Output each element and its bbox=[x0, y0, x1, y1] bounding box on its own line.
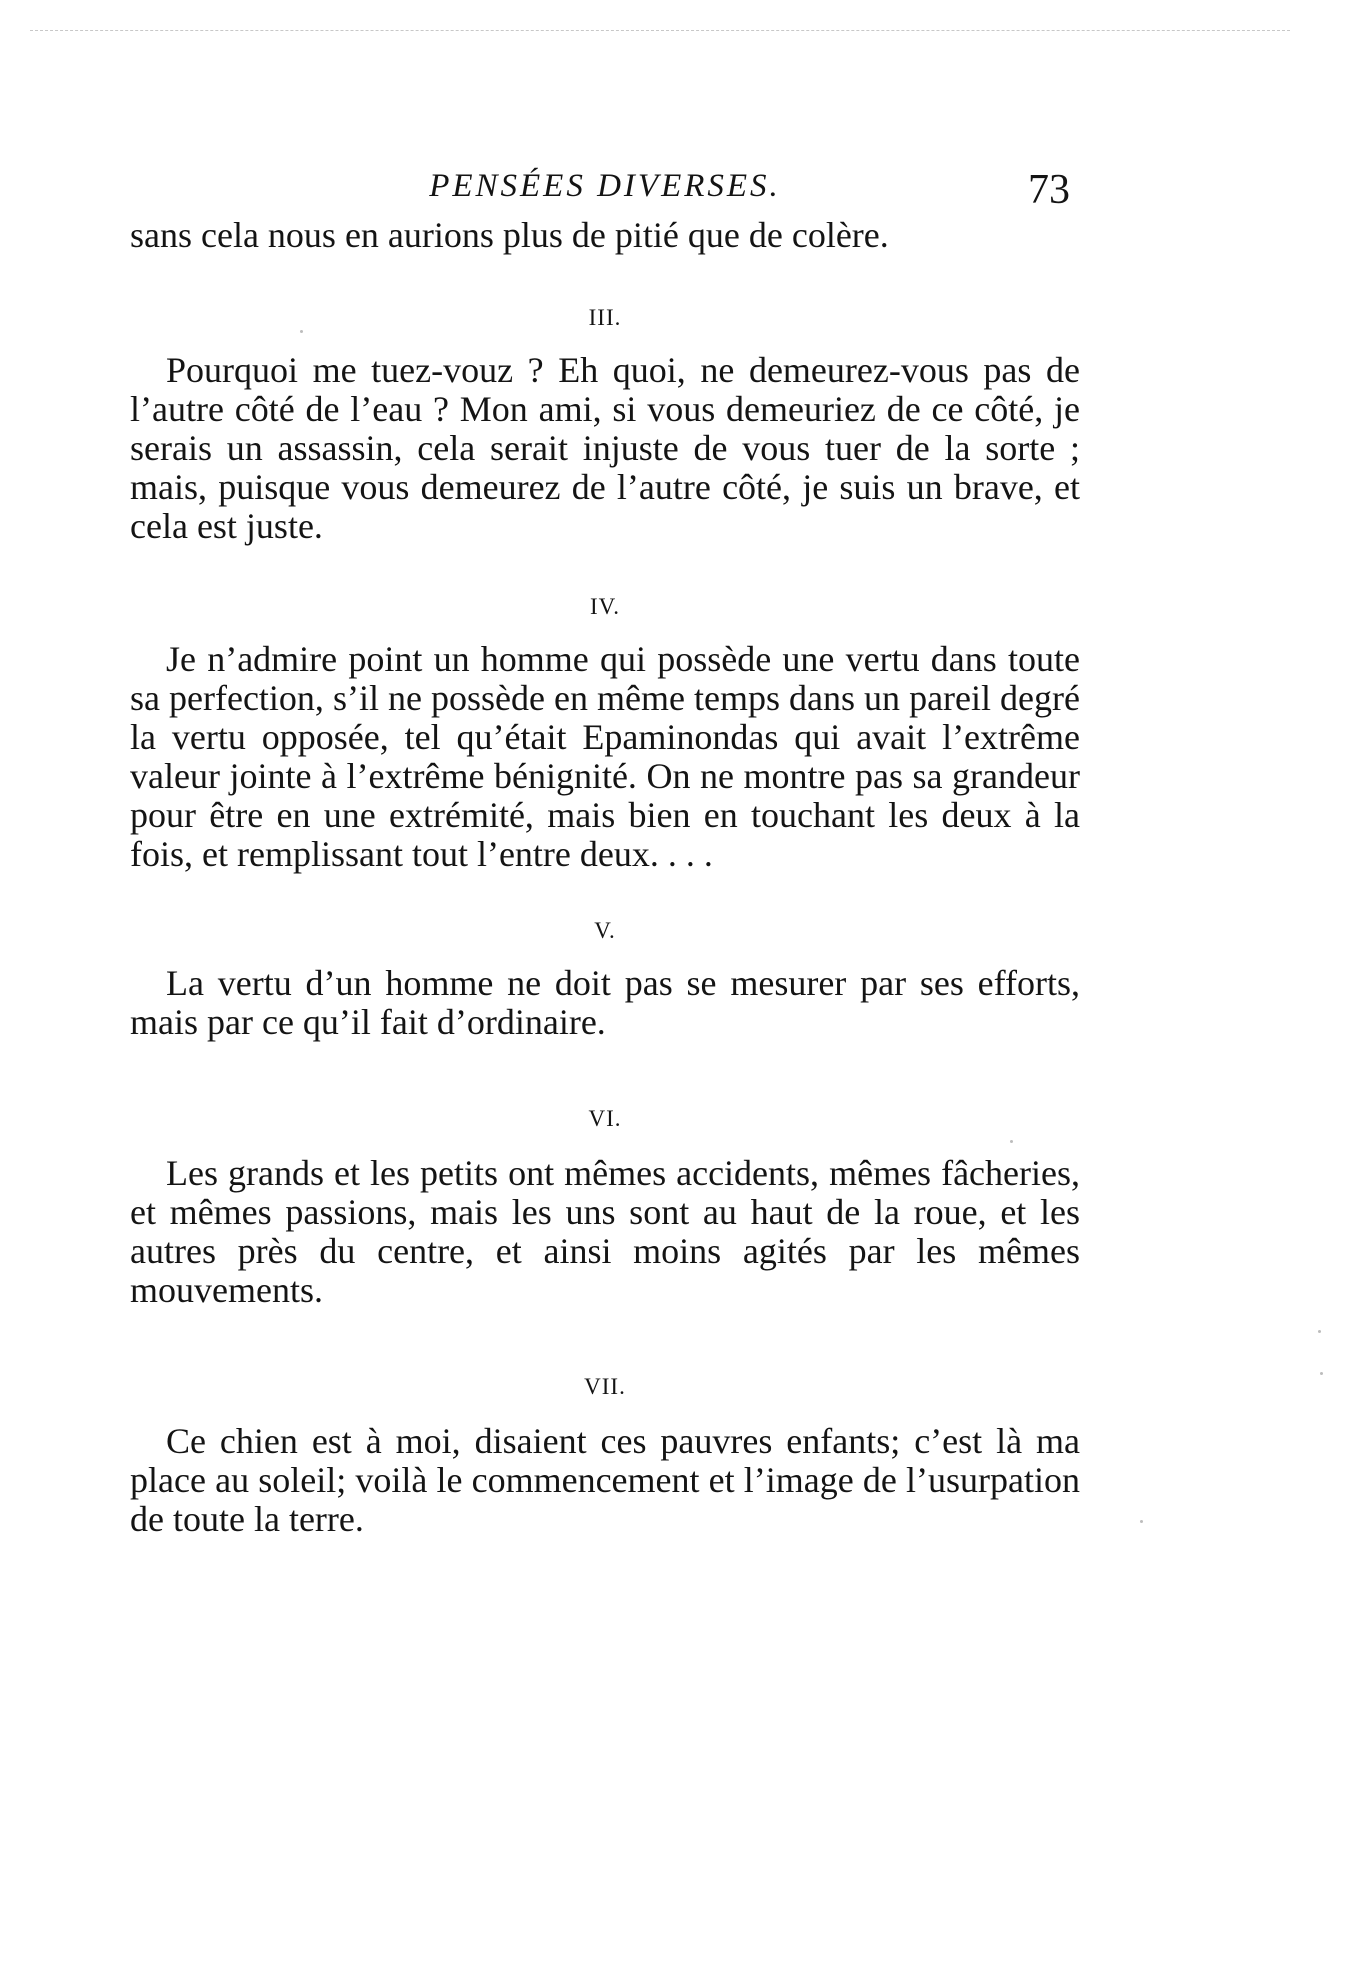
book-page bbox=[130, 160, 1080, 1539]
section-paragraph: Pourquoi me tuez-vouz ? Eh quoi, ne demeurez-vous pas de l’autre côté de l’eau ? Mon ami, si vous demeuriez de ce côté, je serais un assassin, cela serait injuste de vous tuer de la sorte ; mais, puisque vous demeurez de l’autre côté, je suis un brave, et cela est juste. bbox=[130, 350, 1080, 546]
page-number: 73 bbox=[1028, 167, 1070, 213]
page-edge-rule bbox=[30, 30, 1290, 31]
section-numeral: VII. bbox=[584, 1374, 626, 1399]
continuation-paragraph: sans cela nous en aurions plus de pitié que de colère. bbox=[130, 215, 889, 255]
paper-speck bbox=[1140, 1520, 1143, 1523]
paper-speck bbox=[1320, 1372, 1323, 1375]
running-head bbox=[130, 160, 1080, 216]
running-title: PENSÉES DIVERSES. bbox=[429, 168, 781, 204]
section-paragraph: La vertu d’un homme ne doit pas se mesurer par ses efforts, mais par ce qu’il fait d’ordinaire. bbox=[130, 963, 1080, 1042]
paper-speck bbox=[1318, 1330, 1321, 1333]
section-paragraph: Ce chien est à moi, disaient ces pauvres enfants; c’est là ma place au soleil; voilà le commencement et l’image de l’usurpation de toute la terre. bbox=[130, 1421, 1080, 1539]
section-paragraph: Les grands et les petits ont mêmes accidents, mêmes fâcheries, et mêmes passions, mais les uns sont au haut de la roue, et les autres près du centre, et ainsi moins agités par les mêmes mouvements. bbox=[130, 1153, 1080, 1310]
section-paragraph: Je n’admire point un homme qui possède une vertu dans toute sa perfection, s’il ne possède en même temps dans un pareil degré la vertu opposée, tel qu’était Epaminondas qui avait l’extrême valeur jointe à l’extrême bénignité. On ne montre pas sa grandeur pour être en une extrémité, mais bien en touchant les deux à la fois, et remplissant tout l’entre deux. . . . bbox=[130, 639, 1080, 874]
section-v bbox=[130, 918, 1080, 1042]
section-numeral: III. bbox=[588, 305, 622, 330]
paper-speck bbox=[1010, 1140, 1013, 1143]
section-vi bbox=[130, 1106, 1080, 1310]
section-vii bbox=[130, 1374, 1080, 1539]
section-iii bbox=[130, 305, 1080, 546]
section-numeral: VI. bbox=[588, 1106, 622, 1131]
section-iv bbox=[130, 594, 1080, 874]
section-numeral: V. bbox=[594, 918, 616, 943]
section-numeral: IV. bbox=[589, 594, 621, 619]
paper-speck bbox=[300, 330, 303, 333]
